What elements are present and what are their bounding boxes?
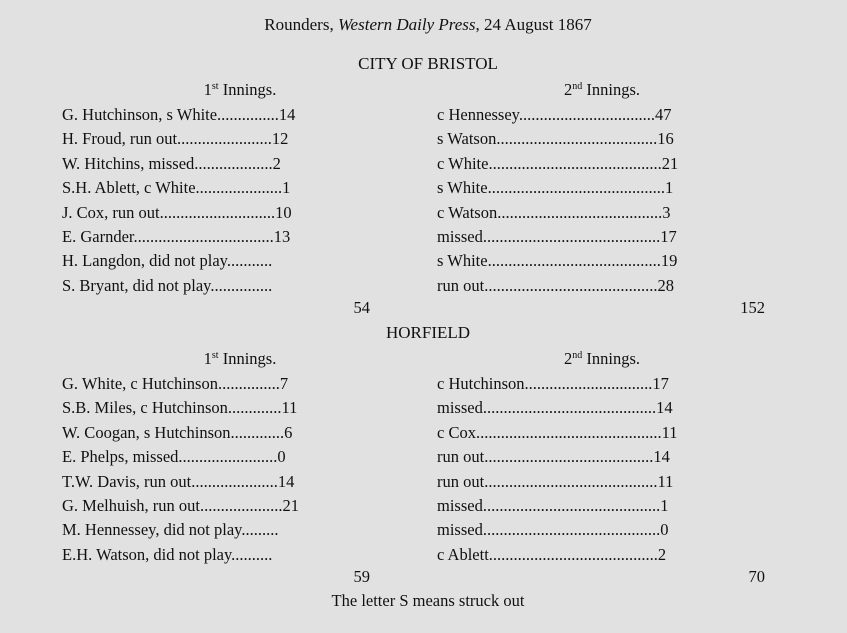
header-ordinal: nd	[572, 350, 583, 361]
second-innings-entry: missed...........................................17	[437, 227, 677, 246]
title-suffix: , 24 August 1867	[475, 15, 592, 34]
second-innings-entry: s White..........................................19	[437, 251, 678, 271]
title-prefix: Rounders,	[264, 15, 338, 34]
header-label: Innings.	[582, 80, 640, 99]
header-label: Innings.	[218, 349, 277, 368]
second-innings-entry: missed..........................................14	[437, 398, 673, 418]
second-innings-entry: run out.........................................14	[437, 447, 670, 467]
second-innings-header	[564, 349, 640, 369]
first-innings-header	[204, 349, 277, 369]
first-innings-entry: S.B. Miles, c Hutchinson.............11	[62, 398, 298, 418]
first-innings-entry: J. Cox, run out............................10	[62, 202, 292, 222]
header-num: 2	[564, 349, 573, 368]
footnote: The letter S means struck out	[331, 591, 525, 610]
second-innings-entry: s Watson.......................................16	[437, 129, 674, 149]
first-innings-entry: M. Hennessey, did not play.........	[62, 520, 279, 540]
first-innings-entry: E. Phelps, missed........................0	[62, 447, 286, 467]
document-title	[264, 15, 591, 35]
first-innings-header	[204, 80, 277, 100]
first-innings-total: 59	[353, 567, 370, 586]
first-innings-entry: W. Hitchins, missed...................2	[62, 153, 281, 173]
first-innings-entry: G. Melhuish, run out....................21	[62, 496, 299, 515]
header-num: 1	[203, 80, 212, 99]
second-innings-entry: c Hennessey.................................47	[437, 105, 672, 124]
first-innings-entry: T.W. Davis, run out.....................14	[62, 471, 295, 491]
second-innings-entry: run out..........................................11	[437, 471, 674, 491]
first-innings-entry: S. Bryant, did not play...............	[62, 275, 273, 295]
header-label: Innings.	[582, 349, 640, 368]
first-innings-entry: G. White, c Hutchinson...............7	[62, 374, 289, 393]
team-name: HORFIELD	[385, 323, 471, 342]
second-innings-entry: c Cox.............................................11	[437, 422, 678, 442]
header-ordinal: nd	[572, 81, 583, 92]
first-innings-entry: E. Garnder..................................13	[62, 227, 291, 246]
first-innings-entry: S.H. Ablett, c White.....................1	[62, 178, 291, 198]
second-innings-total: 70	[748, 567, 765, 586]
second-innings-entry: c Watson........................................3	[437, 202, 671, 222]
first-innings-entry: H. Langdon, did not play...........	[62, 251, 273, 271]
second-innings-entry: c Hutchinson...............................17	[437, 374, 669, 393]
first-innings-entry: G. Hutchinson, s White...............14	[62, 105, 296, 124]
team-name: CITY OF BRISTOL	[358, 54, 498, 73]
header-num: 1	[203, 349, 212, 368]
second-innings-entry: c Ablett.........................................2	[437, 544, 667, 564]
second-innings-entry: s White...........................................1	[437, 178, 674, 198]
first-innings-total: 54	[353, 298, 370, 317]
second-innings-header	[564, 80, 640, 100]
second-innings-entry: run out..........................................28	[437, 275, 674, 295]
header-num: 2	[564, 80, 573, 99]
first-innings-entry: E.H. Watson, did not play..........	[62, 544, 273, 564]
second-innings-entry: missed...........................................1	[437, 496, 669, 515]
publication-name: Western Daily Press	[337, 15, 476, 34]
header-ordinal: st	[211, 81, 219, 92]
second-innings-total: 152	[740, 298, 765, 317]
second-innings-entry: c White..........................................21	[437, 153, 679, 173]
second-innings-entry: missed...........................................0	[437, 520, 669, 540]
first-innings-entry: W. Coogan, s Hutchinson.............6	[62, 422, 293, 442]
header-ordinal: st	[211, 350, 219, 361]
first-innings-entry: H. Froud, run out.......................12	[62, 129, 289, 149]
header-label: Innings.	[218, 80, 277, 99]
